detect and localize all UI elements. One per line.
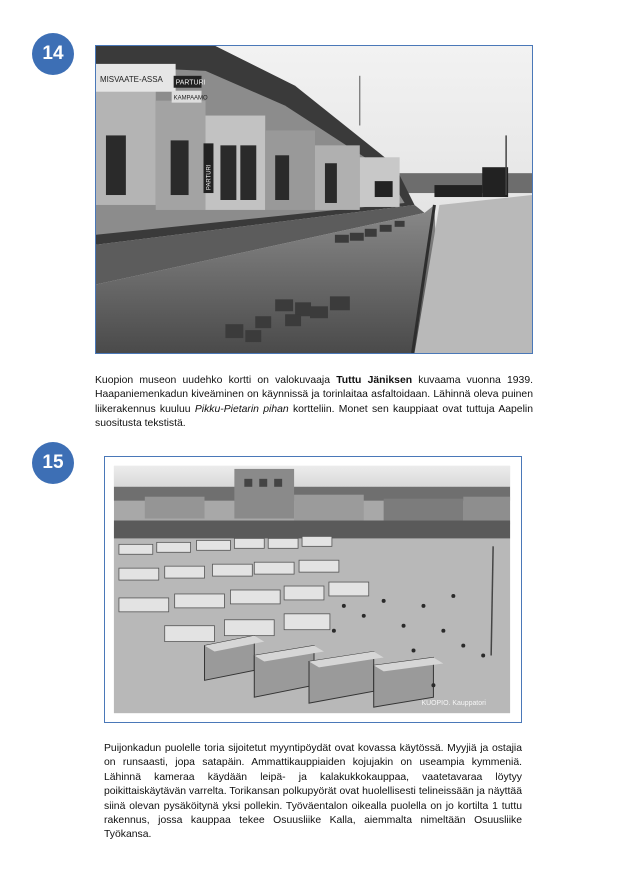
photo-street-1939	[95, 45, 533, 354]
sign-text: MISVAATE-ASSA	[99, 74, 163, 84]
photographer-name: Tuttu Jäniksen	[336, 375, 413, 386]
caption-item-15	[104, 742, 522, 843]
caption-text: Puijonkadun puolelle toria sijoitetut myyntipöydät ovat kovassa käytössä. Myyjiä ja ostajia on runsaasti, jopa satapäin. Ammattikauppiaiden kojujakin on useampia kymmeniä. Lähinnä kameraa käydään leipä- ja kalakukkokauppaa, vaatetavaraa löytyy poikittaiskäytävän varrelta. Torikansan polkupyörät ovat huolellisesti telineissään ja näyttää siinä olevan pysäköitynä yksi pollekin. Työväentalon oikealla puolella on jo kortilta 1 tuttu rakennus, jossa kauppaa tekee Osuusliike Kalla, aiemmalta nimeltään Osuusliike Työkansa.	[104, 743, 522, 841]
sign-text: PARTURI	[175, 79, 206, 87]
sign-text: PARTURI	[206, 164, 213, 191]
sign-text: KAMPAAMO	[173, 95, 208, 102]
caption-item-14	[95, 374, 533, 432]
item-number-badge	[32, 33, 74, 75]
caption-text: Kuopion museon uudehko kortti on valokuvaaja	[95, 375, 337, 386]
place-name: Pikku-Pietarin pihan	[194, 403, 289, 415]
caption-text: kuvaama vuonna 1939. Haapaniemenkadun kiveäminen on käynnissä ja torinlaitaa asfaltoidaan. Lähinnä oleva puinen liikerakennus kuuluu	[95, 375, 533, 415]
photo-market-square	[104, 456, 522, 723]
item-number: 15	[42, 452, 64, 473]
postcard-label: KUOPIO. Kauppatori	[421, 700, 486, 708]
caption-text: kortteliin. Monet sen kauppiaat ovat tuttuja Aapelin suositusta tekstistä.	[95, 403, 533, 430]
street-photo-illustration	[96, 46, 532, 353]
item-number: 14	[42, 43, 64, 64]
market-postcard-illustration	[105, 457, 521, 722]
item-number-badge	[32, 442, 74, 484]
